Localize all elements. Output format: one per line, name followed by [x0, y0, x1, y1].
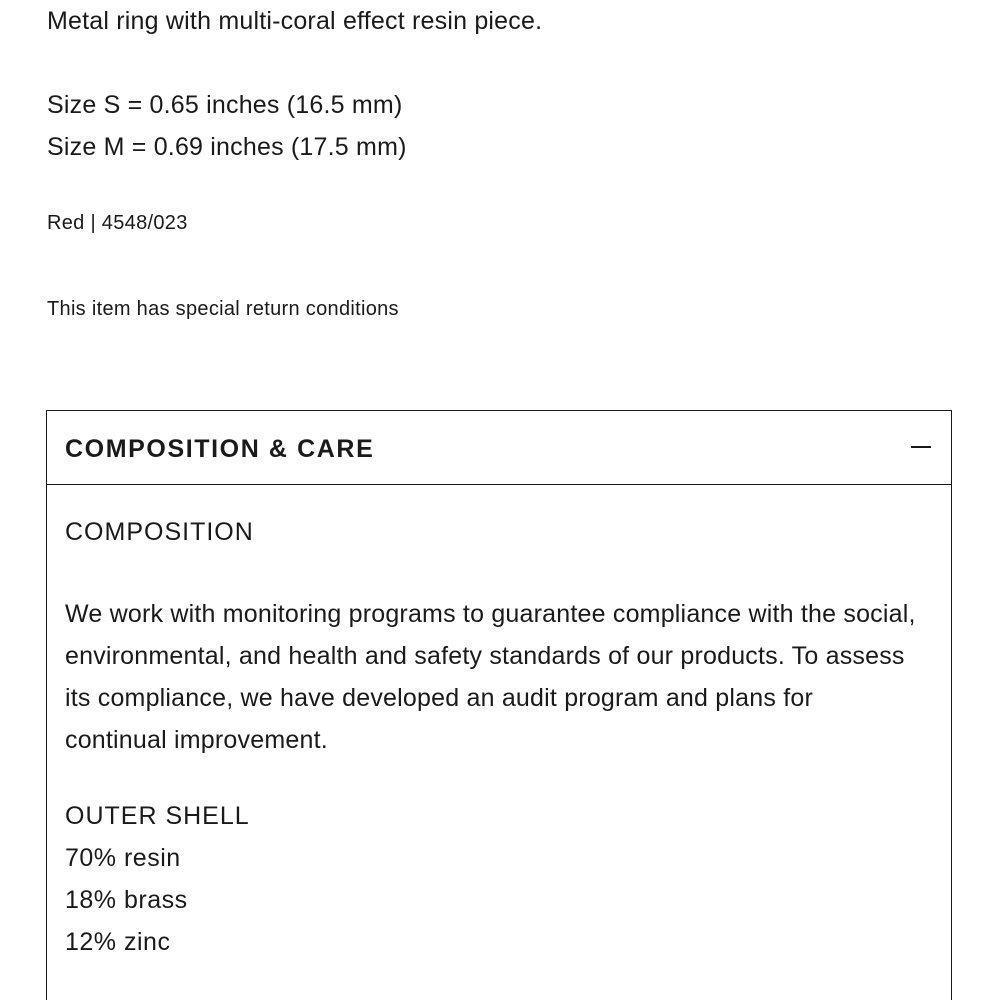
product-description: Metal ring with multi-coral effect resin piece.: [47, 7, 543, 35]
material-item: 12% zinc: [65, 928, 171, 956]
accordion-header[interactable]: [47, 411, 951, 485]
minus-icon[interactable]: [911, 446, 931, 448]
material-item: 70% resin: [65, 844, 181, 872]
size-m-info: Size M = 0.69 inches (17.5 mm): [47, 133, 407, 161]
size-s-info: Size S = 0.65 inches (16.5 mm): [47, 91, 403, 119]
composition-care-accordion: [46, 410, 952, 1000]
return-conditions-link[interactable]: This item has special return conditions: [47, 298, 399, 320]
accordion-title: COMPOSITION & CARE: [65, 435, 375, 463]
accordion-body: [65, 515, 921, 963]
outer-shell-label: OUTER SHELL: [65, 802, 250, 830]
composition-heading: COMPOSITION: [65, 518, 254, 546]
material-list: [65, 795, 921, 963]
compliance-paragraph: We work with monitoring programs to guarantee compliance with the social, environmental, and health and safety standards of our products. To assess its compliance, we have developed an audit program and plans for continual improvement.: [65, 600, 916, 754]
color-reference: Red | 4548/023: [47, 212, 188, 234]
material-item: 18% brass: [65, 886, 188, 914]
